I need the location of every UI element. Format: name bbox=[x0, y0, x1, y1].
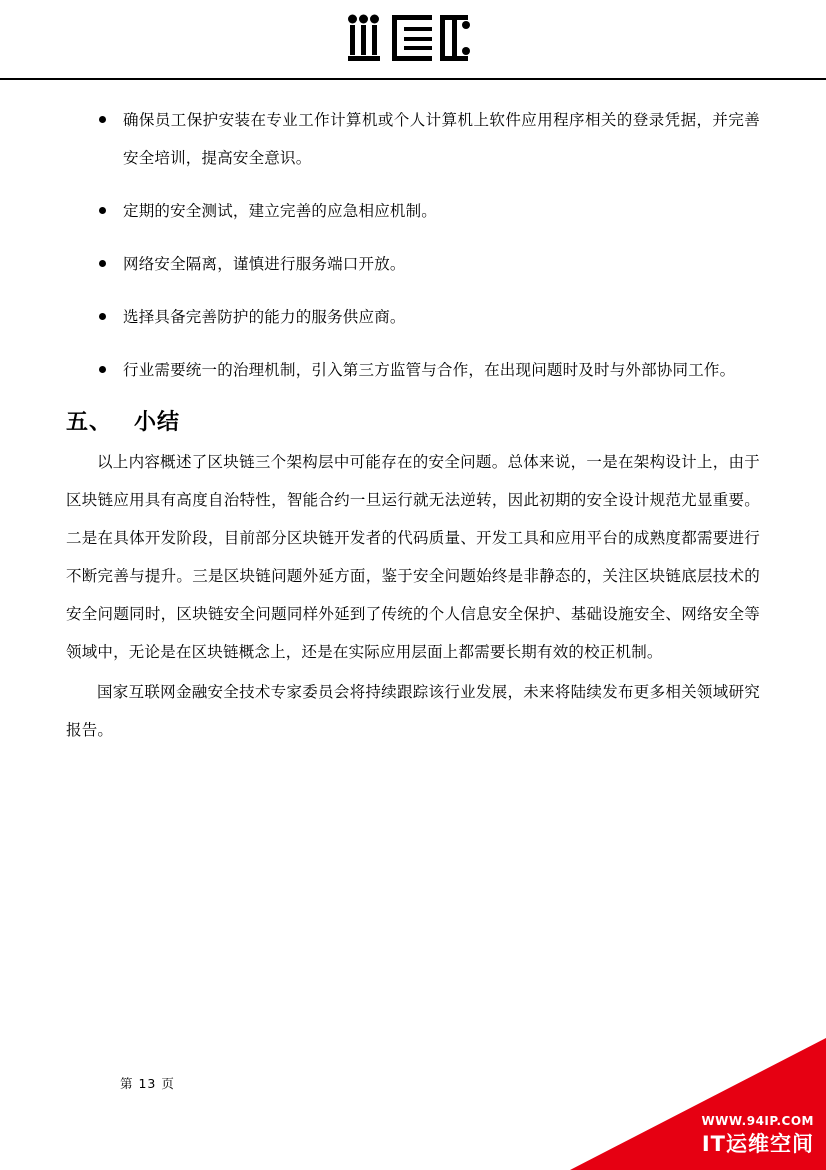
section-heading bbox=[66, 405, 760, 436]
section-title-text: 小结 bbox=[134, 409, 181, 435]
recommendation-list bbox=[66, 102, 760, 390]
page-number: 第 13 页 bbox=[120, 1076, 175, 1091]
page-header bbox=[0, 0, 826, 78]
document-content bbox=[0, 80, 826, 750]
list-item: 行业需要统一的治理机制，引入第三方监管与合作，在出现问题时及时与外部协同工作。 bbox=[66, 352, 760, 390]
paragraph: 以上内容概述了区块链三个架构层中可能存在的安全问题。总体来说，一是在架构设计上，由于区块链应用具有高度自治特性，智能合约一旦运行就无法逆转，因此初期的安全设计规范尤显重要。二是在具体开发阶段，目前部分区块链开发者的代码质量、开发工具和应用平台的成熟度都需要进行不断完善与提升。三是区块链问题外延方面，鉴于安全问题始终是非静态的，关注区块链底层技术的安全问题同时，区块链安全问题同样外延到了传统的个人信息安全保护、基础设施安全、网络安全等领域中，无论是在区块链概念上，还是在实际应用层面上都需要长期有效的校正机制。 bbox=[66, 452, 760, 661]
list-item: 确保员工保护安装在专业工作计算机或个人计算机上软件应用程序相关的登录凭据，并完善安全培训，提高安全意识。 bbox=[66, 102, 760, 178]
watermark-url: WWW.94IP.COM bbox=[701, 1114, 814, 1128]
paragraph: 国家互联网金融安全技术专家委员会将持续跟踪该行业发展，未来将陆续发布更多相关领域研究报告。 bbox=[66, 682, 760, 739]
chain-logo bbox=[348, 13, 478, 65]
list-item: 网络安全隔离，谨慎进行服务端口开放。 bbox=[66, 246, 760, 284]
watermark-name: IT运维空间 bbox=[701, 1132, 814, 1156]
watermark bbox=[570, 1038, 826, 1170]
list-item: 定期的安全测试，建立完善的应急相应机制。 bbox=[66, 193, 760, 231]
list-item: 选择具备完善防护的能力的服务供应商。 bbox=[66, 299, 760, 337]
section-number: 五、 bbox=[66, 409, 113, 435]
page-footer bbox=[0, 1050, 826, 1170]
